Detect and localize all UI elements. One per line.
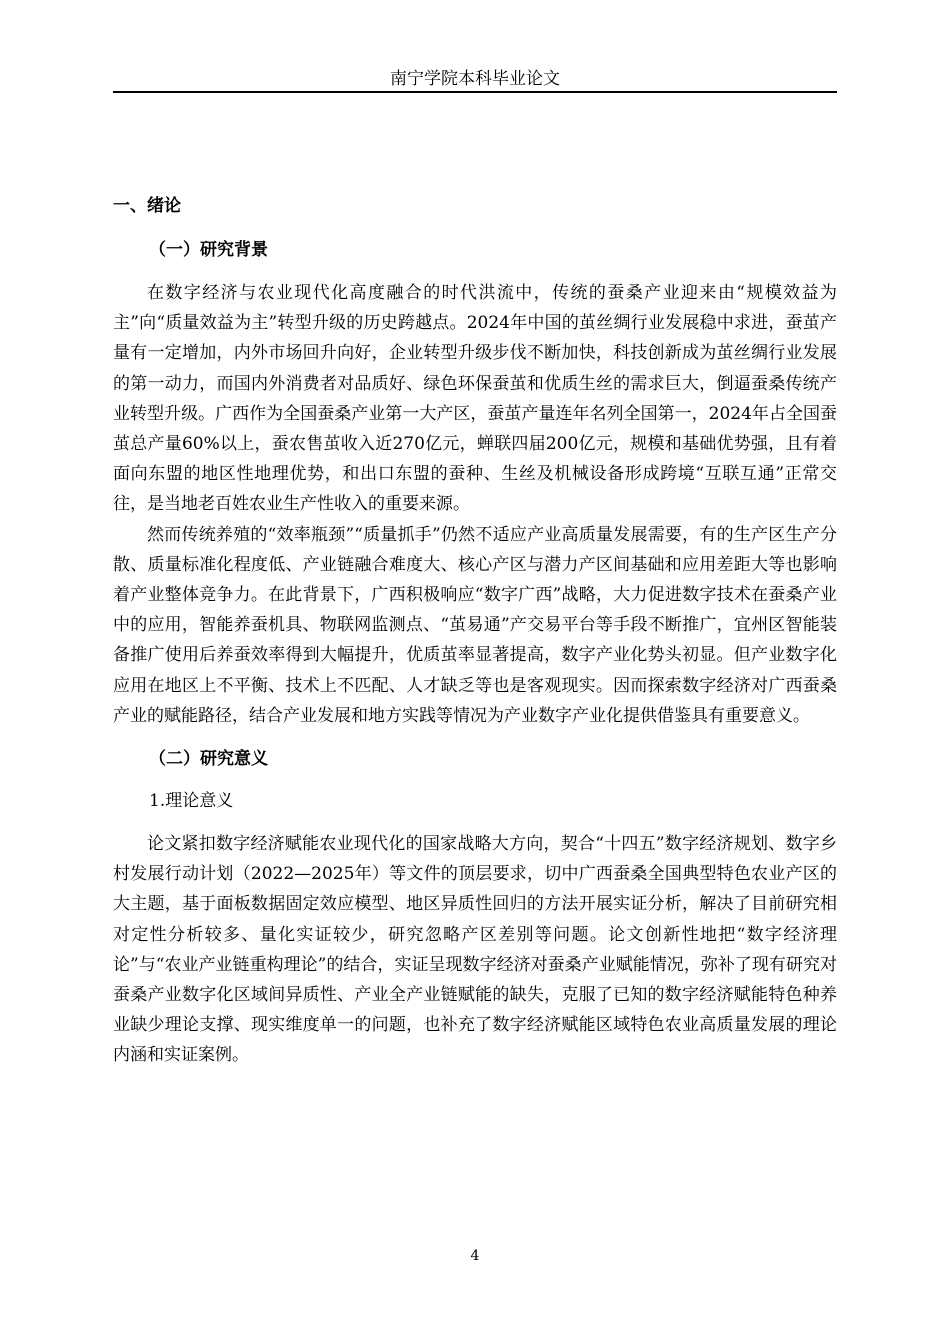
- subsection-heading-significance: （二）研究意义: [149, 749, 268, 770]
- page-number: 4: [470, 1248, 480, 1264]
- paragraph-background-2: 然而传统养殖的“效率瓶颈”“质量抓手”仍然不适应产业高质量发展需要，有的生产区生产分散、质量标准化程度低、产业链融合难度大、核心产区与潜力产区间基础和应用差距大等也影响着产业整体竞争力。在此背景下，广西积极响应“数字广西”战略，大力促进数字技术在蚕桑产业中的应用，智能养蚕机具、物联网监测点、“茧易通”产交易平台等手段不断推广，宜州区智能装备推广使用后养蚕效率得到大幅提升，优质茧率显著提高，数字产业化势头初显。但产业数字化应用在地区上不平衡、技术上不匹配、人才缺乏等也是客观现实。因而探索数字经济对广西蚕桑产业的赋能路径，结合产业发展和地方实践等情况为产业数字产业化提供借鉴具有重要意义。: [113, 524, 837, 726]
- subsection-heading-background: （一）研究背景: [149, 240, 268, 260]
- page-body: [113, 192, 837, 1071]
- section-heading-introduction: 一、绪论: [113, 196, 181, 216]
- paragraph-theory-1: 论文紧扣数字经济赋能农业现代化的国家战略大方向，契合“十四五”数字经济规划、数字乡村发展行动计划（2022—2025年）等文件的顶层要求，切中广西蚕桑全国典型特色农业产区的大主题，基于面板数据固定效应模型、地区异质性回归的方法开展实证分析，解决了目前研究相对定性分析较多、量化实证较少，研究忽略产区差别等问题。论文创新性地把“数字经济理论”与“农业产业链重构理论”的结合，实证呈现数字经济对蚕桑产业赋能情况，弥补了现有研究对蚕桑产业数字化区域间异质性、产业全产业链赋能的缺失，克服了已知的数字经济赋能特色种养业缺少理论支撑、现实维度单一的问题，也补充了数字经济赋能区域特色农业高质量发展的理论内涵和实证案例。: [113, 834, 837, 1066]
- header-rule: [113, 91, 837, 93]
- running-header: 南宁学院本科毕业论文: [390, 69, 560, 89]
- subsubsection-heading-theory: 1.理论意义: [149, 791, 234, 812]
- paragraph-background-1: 在数字经济与农业现代化高度融合的时代洪流中，传统的蚕桑产业迎来由“规模效益为主”向“质量效益为主”转型升级的历史跨越点。2024年中国的茧丝绸行业发展稳中求进，蚕茧产量有一定增加，内外市场回升向好，企业转型升级步伐不断加快，科技创新成为茧丝绸行业发展的第一动力，而国内外消费者对品质好、绿色环保蚕茧和优质生丝的需求巨大，倒逼蚕桑传统产业转型升级。广西作为全国蚕桑产业第一大产区，蚕茧产量连年名列全国第一，2024年占全国蚕茧总产量60%以上，蚕农售茧收入近270亿元，蝉联四届200亿元，规模和基础优势强，且有着面向东盟的地区性地理优势，和出口东盟的蚕种、生丝及机械设备形成跨境“互联互通”正常交往，是当地老百姓农业生产性收入的重要来源。: [113, 283, 837, 515]
